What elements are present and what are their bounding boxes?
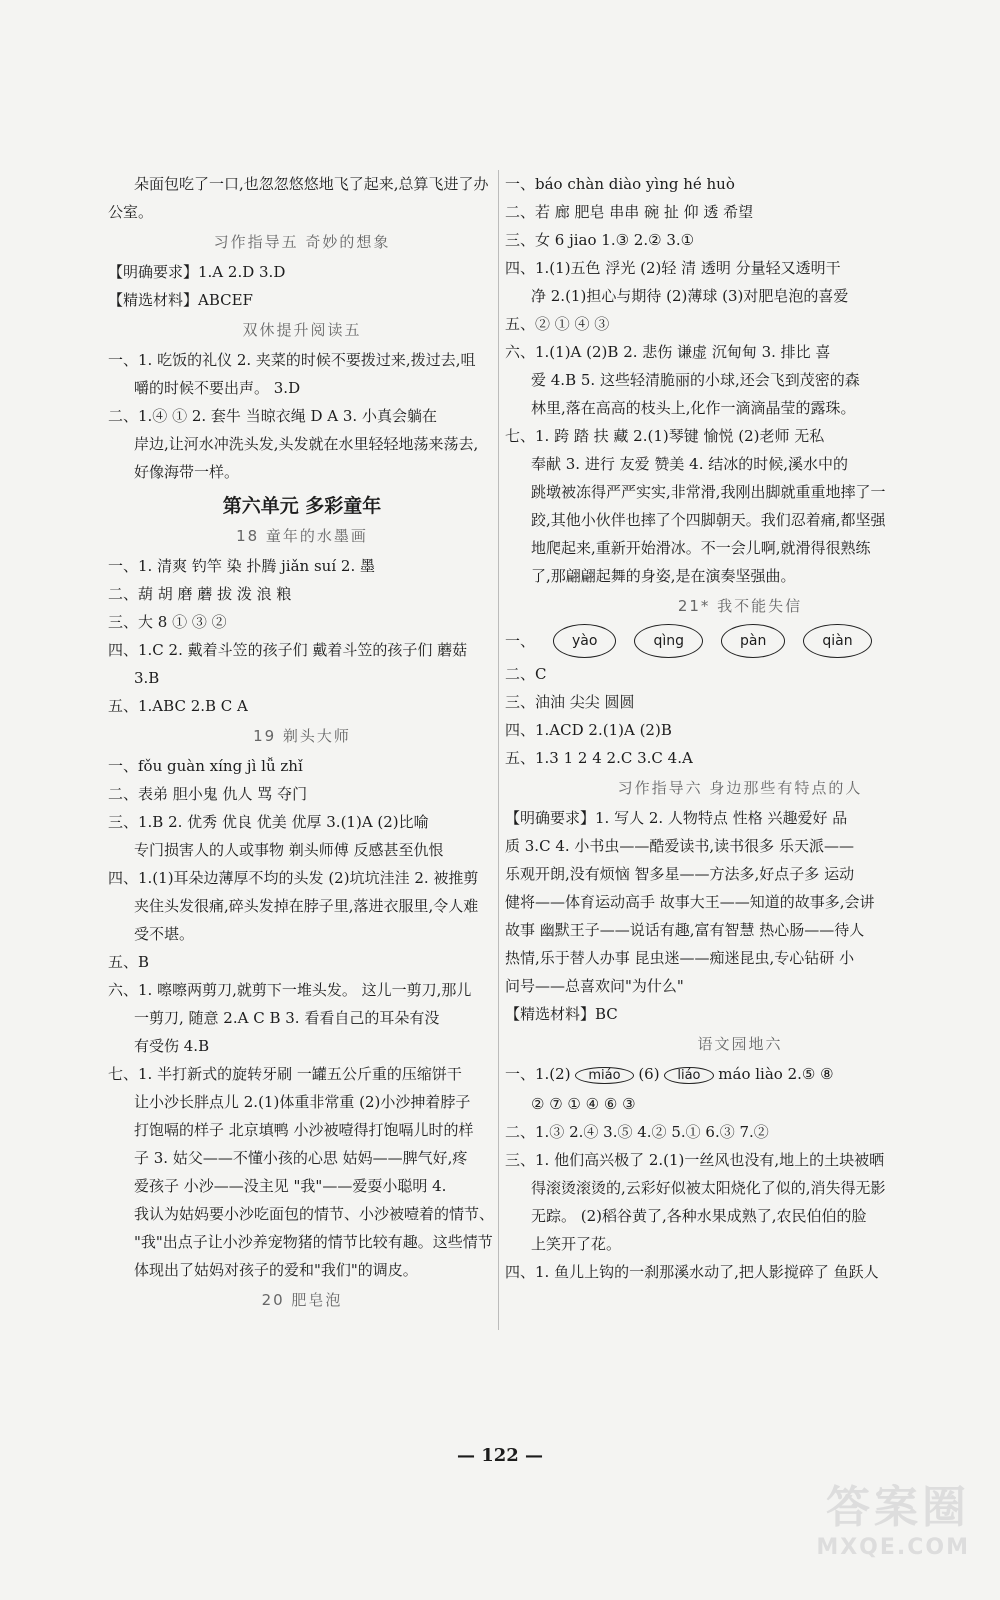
answer-line: 【精选材料】ABCEF bbox=[108, 291, 253, 309]
answer-line: 七、1. 半打新式的旋转牙刷 一罐五公斤重的压缩饼干 bbox=[108, 1065, 462, 1083]
watermark-logo: 答案圈 bbox=[826, 1482, 970, 1533]
answer-line: 一、1.(2) miáo (6) liáo máo liào 2.⑤ ⑧ bbox=[505, 1065, 834, 1083]
answer-line: 问号——总喜欢问"为什么" bbox=[505, 977, 684, 995]
answer-line: 六、1. 嚓嚓两剪刀,就剪下一堆头发。 这儿一剪刀,那儿 bbox=[108, 981, 472, 999]
answer-line: 爱孩子 小沙——没主见 "我"——爱耍小聪明 4. bbox=[134, 1177, 447, 1195]
answer-line: 朵面包吃了一口,也忽忽悠悠地飞了起来,总算飞进了办 bbox=[134, 175, 489, 193]
watermark bbox=[816, 1471, 970, 1560]
pinyin-oval: liáo bbox=[664, 1067, 713, 1084]
answer-line: 跤,其他小伙伴也摔了个四脚朝天。我们忍着痛,都坚强 bbox=[531, 511, 886, 529]
answer-line: 一、fǒu guàn xíng jì lǚ zhǐ bbox=[108, 757, 303, 775]
answer-line: 五、② ① ④ ③ bbox=[505, 315, 610, 333]
answer-line: 【明确要求】1.A 2.D 3.D bbox=[108, 263, 286, 281]
answer-line: 二、若 廊 肥皂 串串 碗 扯 仰 透 希望 bbox=[505, 203, 754, 221]
pinyin-oval: qiàn bbox=[803, 624, 871, 658]
column-divider bbox=[498, 170, 499, 1330]
answer-line: 四、1. 鱼儿上钩的一刹那溪水动了,把人影搅碎了 鱼跃人 bbox=[505, 1263, 879, 1281]
answer-line: 公室。 bbox=[108, 203, 154, 221]
answer-line: 地爬起来,重新开始滑冰。不一会儿啊,就滑得很熟练 bbox=[531, 539, 871, 557]
answer-line: 四、1.(1)五色 浮光 (2)轻 清 透明 分量轻又透明干 bbox=[505, 259, 841, 277]
pinyin-oval: miáo bbox=[575, 1067, 633, 1084]
section-title: 双休提升阅读五 bbox=[242, 321, 362, 339]
answer-line: 五、B bbox=[108, 953, 150, 971]
section-title: 习作指导六 身边那些有特点的人 bbox=[617, 779, 863, 797]
answer-line: 净 2.(1)担心与期待 (2)薄球 (3)对肥皂泡的喜爱 bbox=[531, 287, 849, 305]
middle-column bbox=[108, 170, 496, 1316]
pinyin-oval: pàn bbox=[721, 624, 785, 658]
section-title: 语文园地六 bbox=[697, 1035, 783, 1053]
answer-line: 四、1.(1)耳朵边薄厚不均的头发 (2)坑坑洼洼 2. 被推剪 bbox=[108, 869, 479, 887]
page-number: — 122 — bbox=[456, 1445, 544, 1466]
answer-line: 一剪刀, 随意 2.A C B 3. 看看自己的耳朵有没 bbox=[134, 1009, 440, 1027]
answer-line: 夹住头发很痛,碎头发掉在脖子里,落进衣服里,令人难 bbox=[134, 897, 479, 915]
answer-line: 得滚烫滚烫的,云彩好似被太阳烧化了似的,消失得无影 bbox=[531, 1179, 886, 1197]
answer-line: 【精选材料】BC bbox=[505, 1005, 618, 1023]
pinyin-oval: qìng bbox=[634, 624, 703, 658]
answer-line: 【明确要求】1. 写人 2. 人物特点 性格 兴趣爱好 品 bbox=[505, 809, 848, 827]
answer-line: 好像海带一样。 bbox=[134, 463, 240, 481]
answer-line: 质 3.C 4. 小书虫——酷爱读书,读书很多 乐天派—— bbox=[505, 837, 854, 855]
pinyin-oval-row bbox=[505, 622, 975, 660]
answer-line: ② ⑦ ① ④ ⑥ ③ bbox=[531, 1095, 636, 1113]
lesson-title: 20 肥皂泡 bbox=[261, 1291, 343, 1309]
watermark-url: MXQE.COM bbox=[816, 1535, 970, 1560]
pinyin-oval: yào bbox=[553, 624, 616, 658]
answer-line: 五、1.3 1 2 4 2.C 3.C 4.A bbox=[505, 749, 693, 767]
answer-line: 二、表弟 胆小鬼 仇人 骂 夺门 bbox=[108, 785, 308, 803]
answer-line: 三、1.B 2. 优秀 优良 优美 优厚 3.(1)A (2)比喻 bbox=[108, 813, 429, 831]
section-title: 习作指导五 奇妙的想象 bbox=[213, 233, 391, 251]
answer-line: 乐观开朗,没有烦恼 智多星——方法多,好点子多 运动 bbox=[505, 865, 855, 883]
answer-line: 打饱嗝的样子 北京填鸭 小沙被噎得打饱嗝儿时的样 bbox=[134, 1121, 474, 1139]
answer-line: 三、大 8 ① ③ ② bbox=[108, 613, 227, 631]
answer-line: 一、báo chàn diào yìng hé huò bbox=[505, 175, 735, 193]
answer-line: 让小沙长胖点儿 2.(1)体重非常重 (2)小沙抻着脖子 bbox=[134, 1093, 471, 1111]
answer-line: 专门损害人的人或事物 剃头师傅 反感甚至仇恨 bbox=[134, 841, 444, 859]
answer-line: 二、1.④ ① 2. 套牛 当晾衣绳 D A 3. 小真会躺在 bbox=[108, 407, 437, 425]
answer-line: 六、1.(1)A (2)B 2. 悲伤 谦虚 沉甸甸 3. 排比 喜 bbox=[505, 343, 831, 361]
answer-line: "我"出点子让小沙养宠物猪的情节比较有趣。这些情节 bbox=[134, 1233, 493, 1251]
answer-line: 一、1. 清爽 钓竿 染 扑腾 jiǎn suí 2. 墨 bbox=[108, 557, 375, 575]
answer-line: 三、女 6 jiao 1.③ 2.② 3.① bbox=[505, 231, 695, 249]
answer-line: 一、 bbox=[505, 632, 536, 650]
answer-line: 四、1.C 2. 戴着斗笠的孩子们 戴着斗笠的孩子们 蘑菇 bbox=[108, 641, 468, 659]
answer-line: 一、1. 吃饭的礼仪 2. 夹菜的时候不要拨过来,拨过去,咀 bbox=[108, 351, 476, 369]
answer-line: 了,那翩翩起舞的身姿,是在演奏坚强曲。 bbox=[531, 567, 796, 585]
lesson-title: 21* 我不能失信 bbox=[677, 597, 803, 615]
answer-line: 七、1. 跨 踏 扶 藏 2.(1)琴键 愉悦 (2)老师 无私 bbox=[505, 427, 825, 445]
answer-line: 四、1.ACD 2.(1)A (2)B bbox=[505, 721, 672, 739]
lesson-title: 18 童年的水墨画 bbox=[236, 527, 368, 545]
answer-line: 上笑开了花。 bbox=[531, 1235, 622, 1253]
right-column bbox=[505, 170, 975, 1286]
answer-line: 跳墩被冻得严严实实,非常滑,我刚出脚就重重地摔了一 bbox=[531, 483, 886, 501]
answer-line: 热情,乐于替人办事 昆虫迷——痴迷昆虫,专心钻研 小 bbox=[505, 949, 855, 967]
unit-title: 第六单元 多彩童年 bbox=[222, 495, 382, 517]
answer-line: 二、葫 胡 磨 蘑 拔 泼 浪 粮 bbox=[108, 585, 292, 603]
answer-line: 健将——体育运动高手 故事大王——知道的故事多,会讲 bbox=[505, 893, 875, 911]
answer-line: 三、油油 尖尖 圆圆 bbox=[505, 693, 635, 711]
answer-line: 我认为姑妈要小沙吃面包的情节、小沙被噎着的情节、 bbox=[134, 1205, 495, 1223]
answer-line: 奉献 3. 进行 友爱 赞美 4. 结冰的时候,溪水中的 bbox=[531, 455, 849, 473]
answer-line: 林里,落在高高的枝头上,化作一滴滴晶莹的露珠。 bbox=[531, 399, 856, 417]
answer-line: 故事 幽默王子——说话有趣,富有智慧 热心肠——待人 bbox=[505, 921, 865, 939]
answer-line: 二、1.③ 2.④ 3.⑤ 4.② 5.① 6.③ 7.② bbox=[505, 1123, 769, 1141]
answer-line: 嚼的时候不要出声。 3.D bbox=[134, 379, 301, 397]
answer-line: 受不堪。 bbox=[134, 925, 195, 943]
answer-line: 体现出了姑妈对孩子的爱和"我们"的调皮。 bbox=[134, 1261, 418, 1279]
answer-line: 无踪。 (2)稻谷黄了,各种水果成熟了,农民伯伯的脸 bbox=[531, 1207, 867, 1225]
answer-line: 有受伤 4.B bbox=[134, 1037, 210, 1055]
answer-line: 三、1. 他们高兴极了 2.(1)一丝风也没有,地上的土块被晒 bbox=[505, 1151, 885, 1169]
answer-line: 五、1.ABC 2.B C A bbox=[108, 697, 248, 715]
answer-line: 爱 4.B 5. 这些轻清脆丽的小球,还会飞到茂密的森 bbox=[531, 371, 860, 389]
lesson-title: 19 剃头大师 bbox=[253, 727, 351, 745]
answer-line: 岸边,让河水冲洗头发,头发就在水里轻轻地荡来荡去, bbox=[134, 435, 479, 453]
answer-line: 3.B bbox=[134, 669, 160, 687]
answer-line: 子 3. 姑父——不懂小孩的心思 姑妈——脾气好,疼 bbox=[134, 1149, 468, 1167]
answer-line: 二、C bbox=[505, 665, 547, 683]
